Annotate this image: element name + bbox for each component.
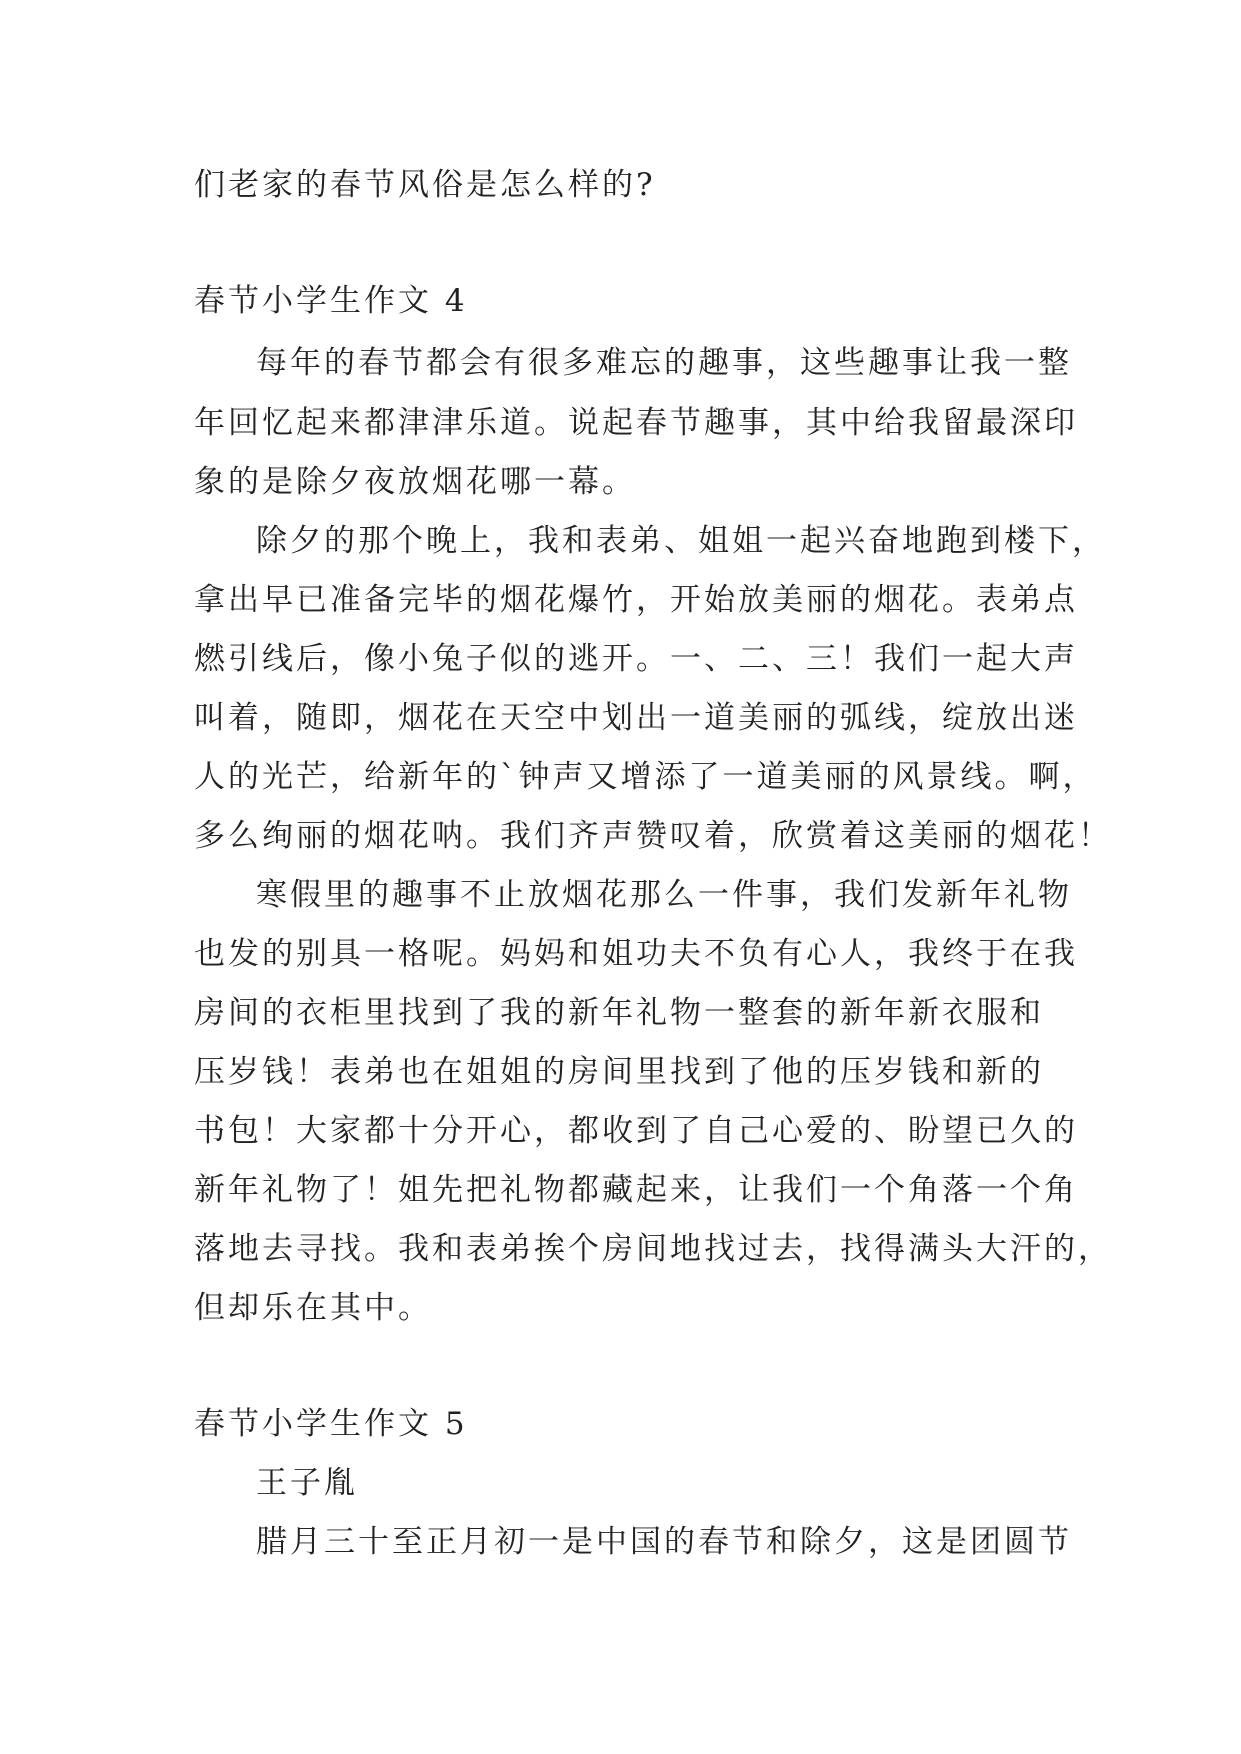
- paragraph-line: 书包！大家都十分开心，都收到了自己心爱的、盼望已久的: [194, 1113, 1078, 1149]
- paragraph-line: 多么绚丽的烟花呐。我们齐声赞叹着，欣赏着这美丽的烟花！: [194, 818, 1112, 854]
- section-heading-4: 春节小学生作文 4: [194, 283, 468, 319]
- paragraph-line: 落地去寻找。我和表弟挨个房间地找过去，找得满头大汗的，: [194, 1231, 1112, 1267]
- paragraph-line: 腊月三十至正月初一是中国的春节和除夕，这是团圆节: [256, 1524, 1072, 1560]
- paragraph-line: 但却乐在其中。: [194, 1290, 432, 1326]
- paragraph-line: 房间的衣柜里找到了我的新年礼物一整套的新年新衣服和: [194, 995, 1044, 1031]
- section-heading-5: 春节小学生作文 5: [194, 1406, 468, 1442]
- paragraph-line: 除夕的那个晚上，我和表弟、姐姐一起兴奋地跑到楼下，: [256, 523, 1106, 559]
- continuation-line: 们老家的春节风俗是怎么样的?: [194, 167, 656, 203]
- author-name: 王子胤: [256, 1465, 358, 1501]
- paragraph-line: 叫着，随即，烟花在天空中划出一道美丽的弧线，绽放出迷: [194, 700, 1078, 736]
- paragraph-line: 人的光芒，给新年的`钟声又增添了一道美丽的风景线。啊，: [194, 759, 1097, 795]
- paragraph-line: 也发的别具一格呢。妈妈和姐功夫不负有心人，我终于在我: [194, 936, 1078, 972]
- paragraph-line: 寒假里的趣事不止放烟花那么一件事，我们发新年礼物: [256, 877, 1072, 913]
- paragraph-line: 象的是除夕夜放烟花哪一幕。: [194, 464, 636, 500]
- paragraph-line: 新年礼物了！姐先把礼物都藏起来，让我们一个角落一个角: [194, 1172, 1078, 1208]
- paragraph-line: 压岁钱！表弟也在姐姐的房间里找到了他的压岁钱和新的: [194, 1054, 1044, 1090]
- paragraph-line: 年回忆起来都津津乐道。说起春节趣事，其中给我留最深印: [194, 405, 1078, 441]
- paragraph-line: 燃引线后，像小兔子似的逃开。一、二、三！我们一起大声: [194, 641, 1078, 677]
- paragraph-line: 每年的春节都会有很多难忘的趣事，这些趣事让我一整: [256, 345, 1072, 381]
- paragraph-line: 拿出早已准备完毕的烟花爆竹，开始放美丽的烟花。表弟点: [194, 582, 1078, 618]
